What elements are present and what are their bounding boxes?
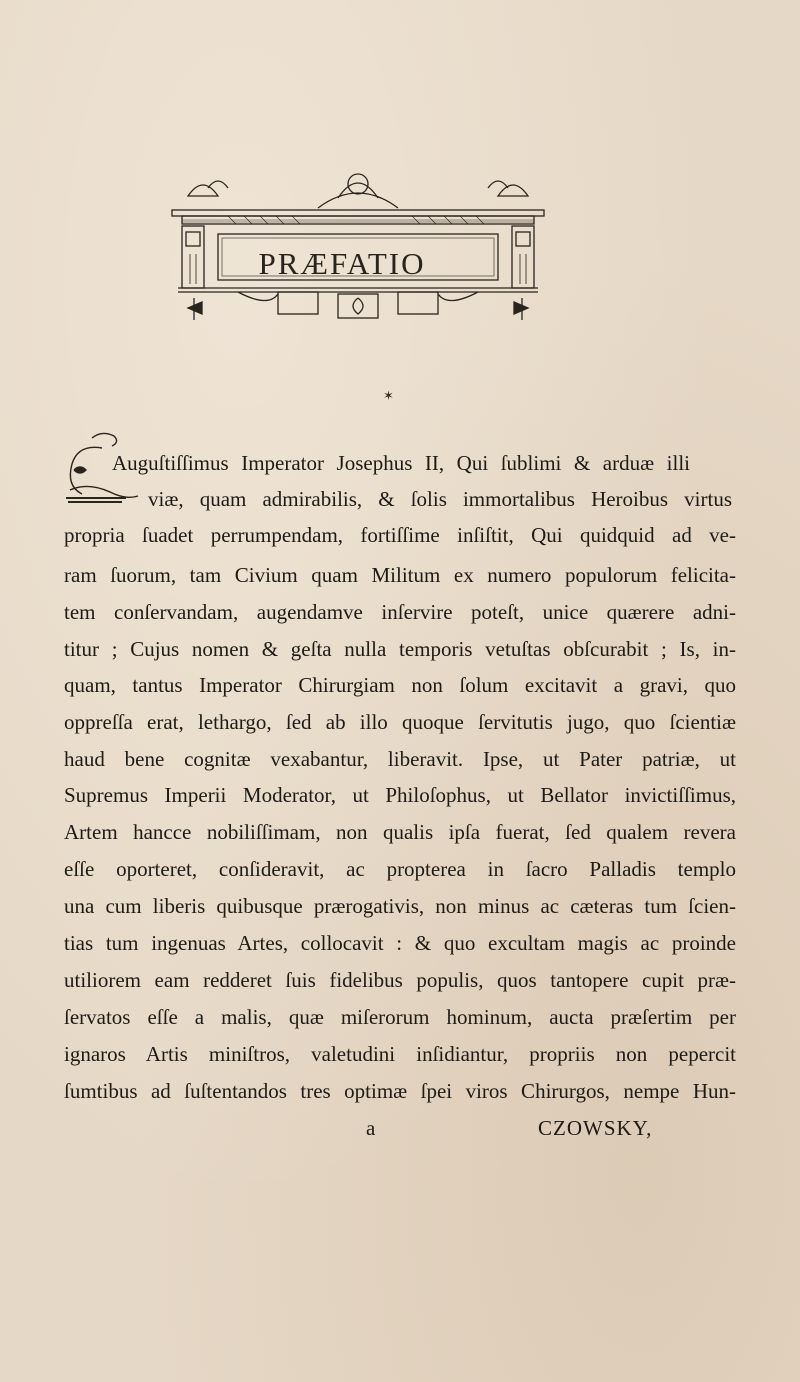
text-line: quam, tantus Imperator Chirurgiam non ſolum excitavit a gravi, quo <box>64 673 736 697</box>
text-line: una cum liberis quibusque prærogativis, non minus ac cæteras tum ſcien- <box>64 894 736 918</box>
signature-mark: a <box>366 1116 376 1140</box>
text-line: utiliorem eam redderet ſuis fidelibus populis, quos tantopere cupit præ- <box>64 968 736 992</box>
text-line: tem conſervandam, augendamve inſervire poteſt, unice quærere adni- <box>64 600 736 624</box>
catchword: CZOWSKY, <box>538 1116 653 1140</box>
text-line: haud bene cognitæ vexabantur, liberavit. Ipse, ut Pater patriæ, ut <box>64 747 736 771</box>
text-line: tias tum ingenuas Artes, collocavit : & quo excultam magis ac proinde <box>64 931 736 955</box>
preface-heading: PRÆFATIO <box>258 246 426 281</box>
text-line: Supremus Imperii Moderator, ut Philoſophus, ut Bellator invictiſſimus, <box>64 783 736 807</box>
headpiece-ornament <box>168 168 548 328</box>
text-line: oppreſſa erat, lethargo, ſed ab illo quoque ſervitutis jugo, quo ſcientiæ <box>64 710 736 734</box>
star-ornament-icon: ✶ <box>383 388 394 403</box>
text-line: Auguſtiſſimus Imperator Josephus II, Qui ſublimi & arduæ illi <box>112 451 690 475</box>
text-line: titur ; Cujus nomen & geſta nulla temporis vetuſtas obſcurabit ; Is, in- <box>64 637 736 661</box>
text-line: ignaros Artis miniſtros, valetudini inſidiantur, propriis non pepercit <box>64 1042 736 1066</box>
text-line: ſumtibus ad ſuſtentandos tres optimæ ſpei viros Chirurgos, nempe Hun- <box>64 1079 736 1103</box>
text-line: Artem hancce nobiliſſimam, non qualis ipſa fuerat, ſed qualem revera <box>64 820 736 844</box>
text-line: ram ſuorum, tam Civium quam Militum ex numero populorum felicita- <box>64 563 736 587</box>
text-line: viæ, quam admirabilis, & ſolis immortalibus Heroibus virtus <box>148 487 732 511</box>
text-line: ſervatos eſſe a malis, quæ miſerorum hominum, aucta præſertim per <box>64 1005 736 1029</box>
text-line: propria ſuadet perrumpendam, fortiſſime inſiſtit, Qui quidquid ad ve- <box>64 523 736 547</box>
text-line: eſſe oporteret, conſideravit, ac propterea in ſacro Palladis templo <box>64 857 736 881</box>
